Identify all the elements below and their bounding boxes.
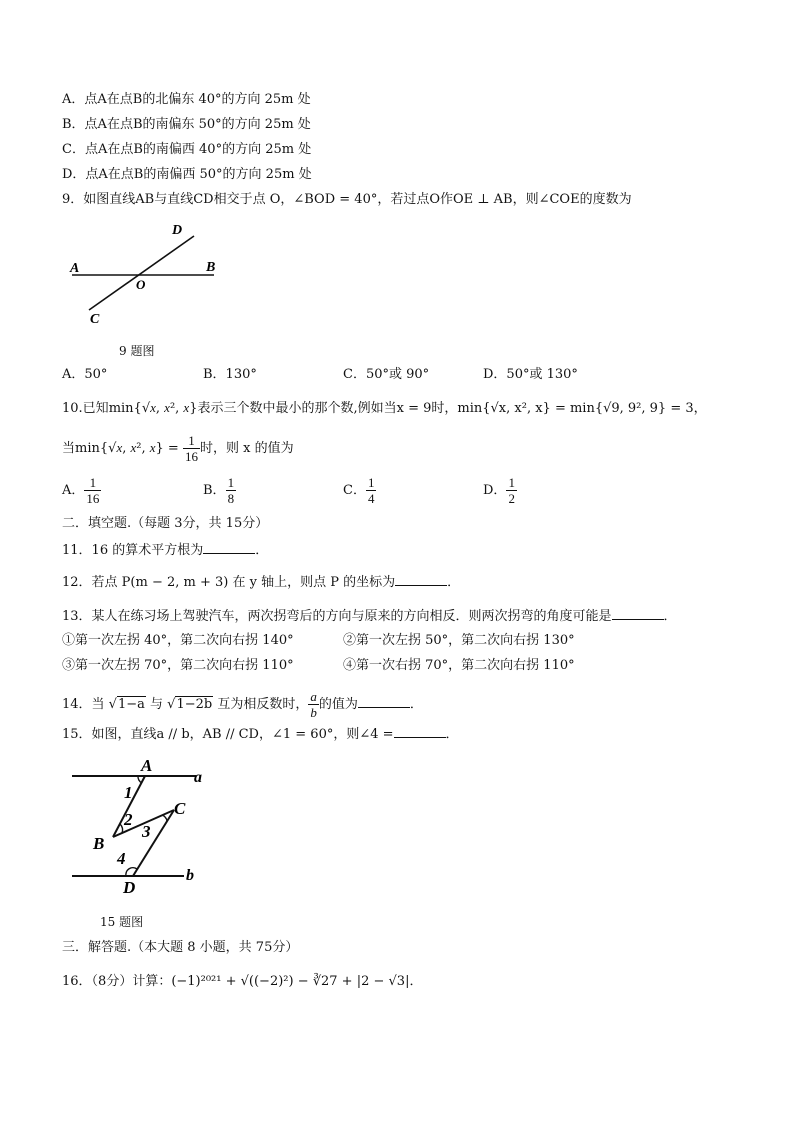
q13-choice-3: ③第一次左拐 70°，第二次向右拐 110° [62, 658, 294, 673]
q16: 16．（8分）计算：(−1)²⁰²¹ + √((−2)²) − ∛27 + |2 − √3|． [62, 974, 423, 989]
q12: 12．若点 P(m − 2, m + 3) 在 y 轴上，则点 P 的坐标为 ． [62, 575, 461, 590]
q13-choice-4: ④第一次右拐 70°，第二次向右拐 110° [343, 658, 575, 673]
q11: 11．16 的算术平方根为 ． [62, 543, 269, 558]
answer-blank [203, 541, 255, 554]
q15-figure-caption: 15 题图 [100, 915, 144, 929]
q10-line2: 当min{√x, x², x} = $\frac{1}{16}$ 时，则 x 的值为 [62, 433, 294, 464]
answer-blank [612, 607, 664, 620]
label-b-point: B [93, 834, 105, 853]
section2-heading: 二．填空题.（每题 3分，共 15分） [62, 516, 269, 531]
label-4: 4 [117, 849, 126, 868]
q10-fraction: $\frac{1}{16}$ [184, 433, 198, 464]
q13-choice-2: ②第一次左拐 50°，第二次向右拐 130° [343, 633, 575, 648]
q14: 14．当 √1−a 与 √1−2b 互为相反数时， $\frac{a}{b}$ 的值为 ． [62, 689, 423, 720]
q10-option-d: D． $\frac{1}{2}$ [483, 475, 515, 506]
q15-figure [66, 752, 216, 902]
q9-stem: 9．如图直线AB与直线CD相交于点 O，∠BOD = 40°，若过点O作OE ⊥ AB，则∠COE的度数为 [62, 192, 632, 207]
label-1: 1 [124, 783, 133, 802]
q13-choice-1: ①第一次左拐 40°，第二次向右拐 140° [62, 633, 294, 648]
q10-option-a: A． $\frac{1}{16}$ [62, 475, 100, 506]
angle2-arc [120, 824, 123, 833]
label-d: D [172, 223, 183, 238]
q10-option-b: B． $\frac{1}{8}$ [203, 475, 235, 506]
answer-blank [395, 573, 447, 586]
label-c: C [90, 312, 100, 327]
answer-blank [358, 695, 410, 708]
q8-option-a: A．点A在点B的北偏东 40°的方向 25m 处 [62, 92, 311, 107]
q9-option-c: C．50°或 90° [343, 367, 430, 382]
label-b: B [206, 260, 216, 275]
label-line-b: b [186, 867, 194, 884]
q15-stem: 15．如图，直线a // b，AB // CD，∠1 = 60°，则∠4 = ． [62, 727, 459, 742]
q10-option-c: C． $\frac{1}{4}$ [343, 475, 375, 506]
label-2: 2 [124, 810, 133, 829]
q9-figure-caption: 9 题图 [119, 344, 155, 358]
label-a: A [70, 261, 80, 276]
angle3-arc [162, 815, 167, 821]
q8-option-c: C．点A在点B的南偏西 40°的方向 25m 处 [62, 142, 312, 157]
answer-blank [394, 725, 446, 738]
q9-option-a: A．50° [62, 367, 108, 382]
section3-heading: 三．解答题.（本大题 8 小题，共 75分） [62, 940, 299, 955]
q13-stem: 13．某人在练习场上驾驶汽车，两次拐弯后的方向与原来的方向相反．则两次拐弯的角度可能是 ． [62, 609, 677, 624]
q9-option-b: B．130° [203, 367, 257, 382]
label-line-a: a [194, 769, 202, 786]
q8-option-d: D．点A在点B的南偏西 50°的方向 25m 处 [62, 167, 312, 182]
angle1-arc [138, 776, 142, 783]
q9-figure [64, 218, 229, 330]
label-a-point: A [141, 756, 153, 775]
label-c-point: C [174, 799, 186, 818]
q10-line1: 10.已知min{√x, x², x}表示三个数中最小的那个数,例如当x = 9时，min{√x, x², x} = min{√9, 9², 9} = 3， [62, 400, 707, 416]
line-cd [89, 236, 194, 310]
label-3: 3 [142, 822, 151, 841]
q8-option-b: B．点A在点B的南偏东 50°的方向 25m 处 [62, 117, 311, 132]
q9-option-d: D．50°或 130° [483, 367, 578, 382]
label-d-point: D [123, 878, 136, 897]
label-o: O [136, 277, 146, 292]
